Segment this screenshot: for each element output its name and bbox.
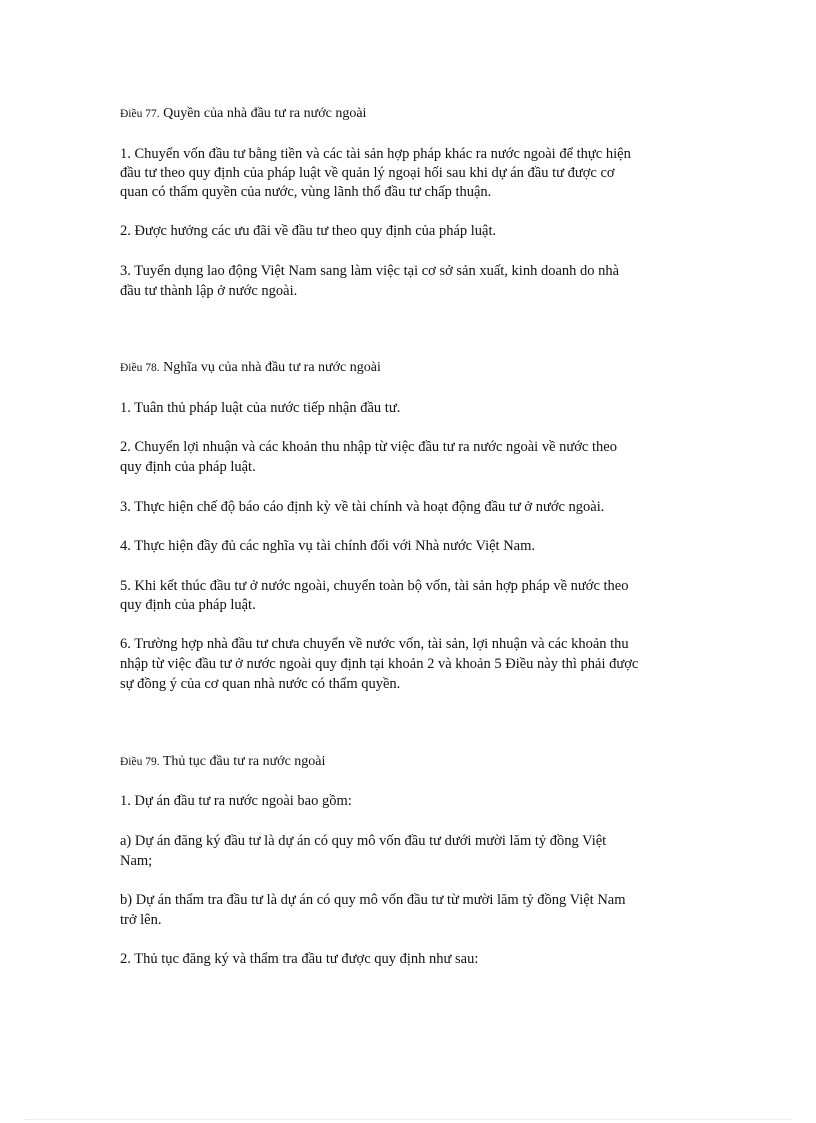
article-79-title: Thủ tục đầu tư ra nước ngoài	[162, 754, 326, 769]
article-79-para-1-line-1: 1. Dự án đầu tư ra nước ngoài bao gồm:	[120, 793, 352, 809]
article-77-para-1-line-2: đầu tư theo quy định của pháp luật về quản lý ngoại hối sau khi dự án đầu tư được cơ	[120, 165, 615, 181]
article-77-para-1-line-1: 1. Chuyển vốn đầu tư bằng tiền và các tài sản hợp pháp khác ra nước ngoài để thực hiện	[120, 146, 631, 162]
article-78-para-3-line-1: 3. Thực hiện chế độ báo cáo định kỳ về tài chính và hoạt động đầu tư ở nước ngoài.	[120, 499, 605, 515]
article-78-para-2-line-1: 2. Chuyển lợi nhuận và các khoản thu nhập từ việc đầu tư ra nước ngoài về nước theo	[120, 439, 617, 455]
article-77-para-1-line-3: quan có thẩm quyền của nước, vùng lãnh thổ đầu tư chấp thuận.	[120, 184, 492, 200]
article-79-para-4-line-1: 2. Thủ tục đăng ký và thẩm tra đầu tư được quy định như sau:	[120, 951, 479, 967]
article-78-para-6-line-2: nhập từ việc đầu tư ở nước ngoài quy định tại khoản 2 và khoản 5 Điều này thì phải được	[120, 656, 639, 672]
page-bottom-divider	[24, 1119, 792, 1120]
article-77-label: Điều 77.	[120, 108, 160, 120]
article-79-para-2-line-1: a) Dự án đăng ký đầu tư là dự án có quy mô vốn đầu tư dưới mười lăm tỷ đồng Việt	[120, 833, 607, 849]
article-79-para-3-line-1: b) Dự án thẩm tra đầu tư là dự án có quy mô vốn đầu tư từ mười lăm tỷ đồng Việt Nam	[120, 892, 626, 908]
article-77-para-2-line-1: 2. Được hưởng các ưu đãi về đầu tư theo quy định của pháp luật.	[120, 223, 497, 239]
article-78-para-6-line-1: 6. Trường hợp nhà đầu tư chưa chuyển về nước vốn, tài sản, lợi nhuận và các khoản thu	[120, 636, 629, 652]
article-78-para-6-line-3: sự đồng ý của cơ quan nhà nước có thẩm quyền.	[120, 676, 401, 692]
article-79-label: Điều 79.	[120, 756, 160, 768]
article-77-para-3-line-2: đầu tư thành lập ở nước ngoài.	[120, 283, 298, 299]
article-79-heading	[120, 752, 325, 772]
article-78-heading	[120, 358, 381, 378]
article-77-title: Quyền của nhà đầu tư ra nước ngoài	[163, 106, 367, 121]
article-78-title: Nghĩa vụ của nhà đầu tư ra nước ngoài	[163, 360, 381, 375]
article-78-para-4-line-1: 4. Thực hiện đầy đủ các nghĩa vụ tài chính đối với Nhà nước Việt Nam.	[120, 538, 536, 554]
article-78-para-5-line-2: quy định của pháp luật.	[120, 597, 256, 613]
article-78-para-2-line-2: quy định của pháp luật.	[120, 459, 256, 475]
article-78-label: Điều 78.	[120, 362, 160, 374]
article-77-para-3-line-1: 3. Tuyển dụng lao động Việt Nam sang làm việc tại cơ sở sản xuất, kinh doanh do nhà	[120, 263, 620, 279]
article-78-para-5-line-1: 5. Khi kết thúc đầu tư ở nước ngoài, chuyển toàn bộ vốn, tài sản hợp pháp về nước theo	[120, 578, 629, 594]
article-78-para-1-line-1: 1. Tuân thủ pháp luật của nước tiếp nhận đầu tư.	[120, 400, 401, 416]
article-79-para-3-line-2: trở lên.	[120, 912, 162, 928]
article-79-para-2-line-2: Nam;	[120, 853, 153, 869]
article-77-heading	[120, 104, 366, 124]
